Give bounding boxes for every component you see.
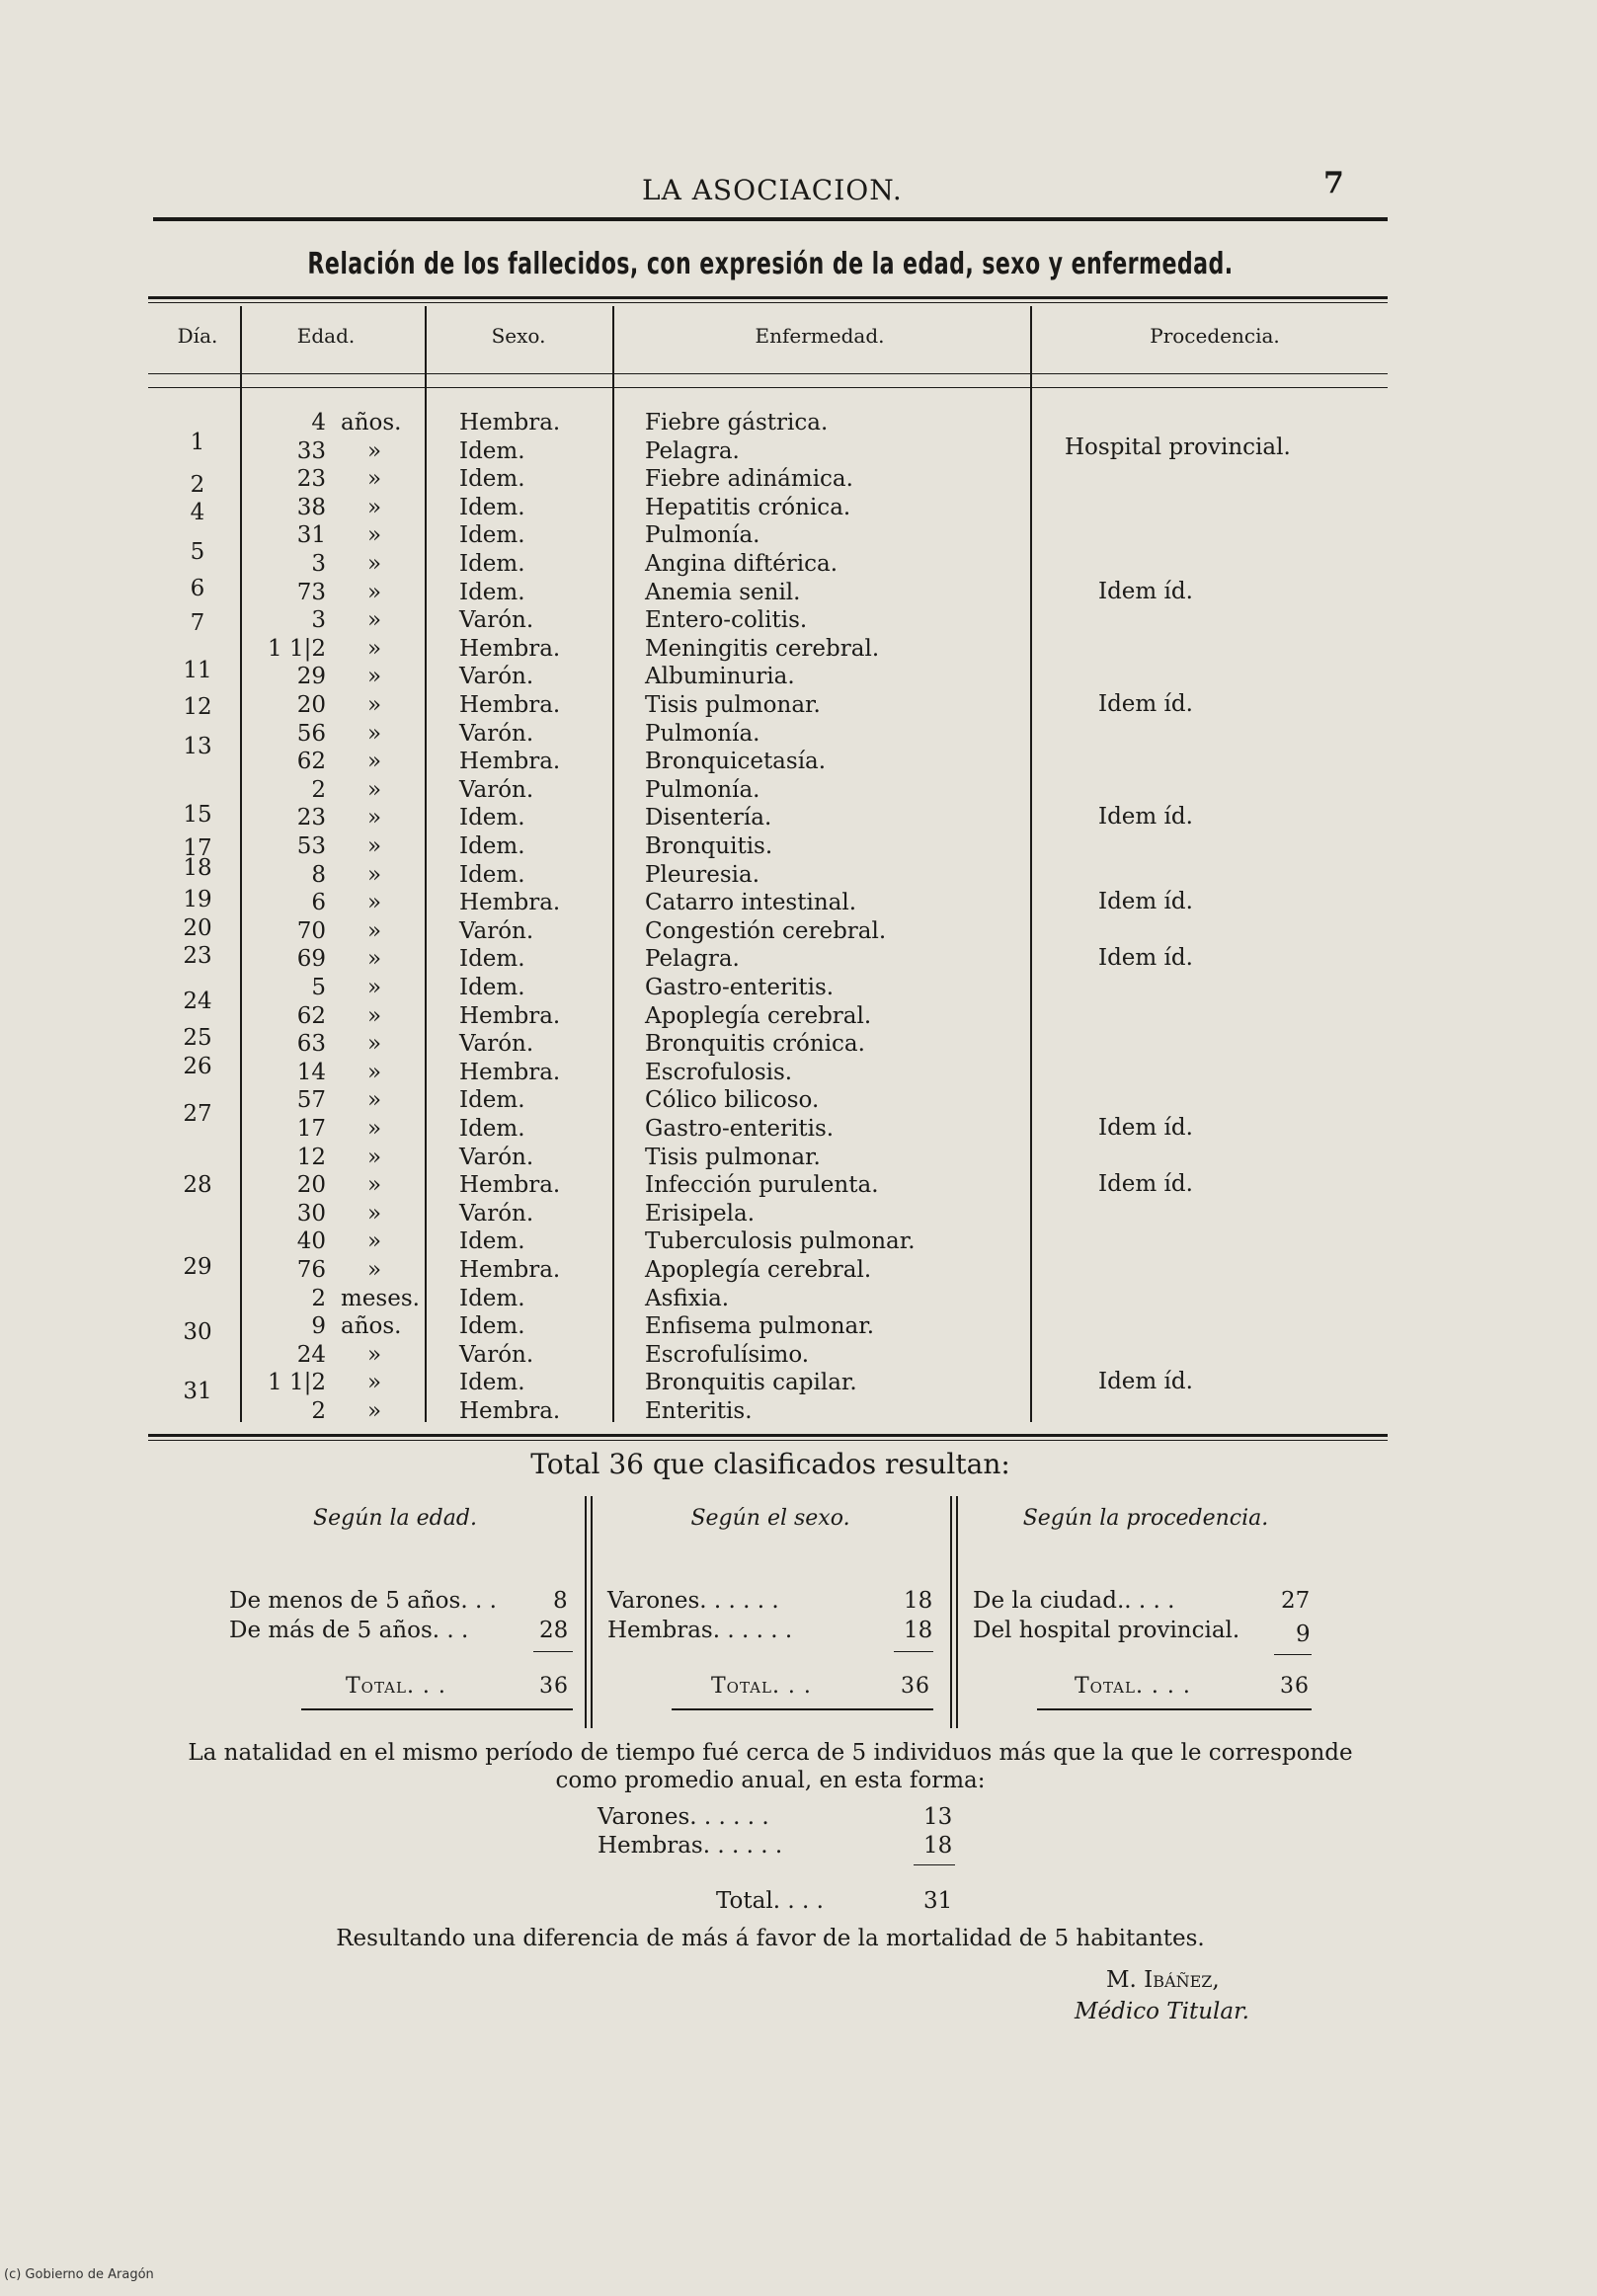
age-value: 20 xyxy=(296,692,326,718)
disease-value: Pulmonía. xyxy=(645,776,760,803)
sex-value: Varón. xyxy=(459,664,534,690)
natalidad-hembras-value: 18 xyxy=(923,1833,953,1859)
age-unit: » xyxy=(367,1228,382,1255)
age-unit: años. xyxy=(341,1313,402,1340)
age-unit: » xyxy=(367,692,382,718)
age-unit: » xyxy=(367,749,382,775)
sex-value: Idem. xyxy=(459,494,525,520)
sex-value: Hembra. xyxy=(459,1257,561,1283)
age-value: 14 xyxy=(296,1059,326,1085)
day-value: 25 xyxy=(183,1025,212,1052)
disease-value: Angina diftérica. xyxy=(645,551,838,577)
age-value: 29 xyxy=(296,664,326,690)
sex-value: Idem. xyxy=(459,1116,525,1142)
age-unit: años. xyxy=(341,410,402,435)
disease-value: Meningitis cerebral. xyxy=(645,635,880,662)
procedencia-value: Idem íd. xyxy=(1098,1369,1193,1395)
age-unit: » xyxy=(367,635,382,662)
sex-value: Hembra. xyxy=(459,1059,561,1085)
disease-value: Bronquicetasía. xyxy=(645,749,827,775)
summary-proc-row-2-label: Del hospital provincial. xyxy=(973,1618,1240,1643)
procedencia-value: Idem íd. xyxy=(1098,1115,1193,1141)
age-value: 1 1|2 xyxy=(268,635,326,662)
age-value: 69 xyxy=(296,946,326,973)
sex-value: Hembra. xyxy=(459,410,561,435)
sex-value: Varón. xyxy=(459,1144,534,1170)
running-header: LA ASOCIACION. xyxy=(642,174,903,206)
sex-value: Hembra. xyxy=(459,1398,561,1424)
age-unit: » xyxy=(367,664,382,690)
summary-proc-row-1-label: De la ciudad.. . . . xyxy=(973,1588,1175,1614)
age-unit: » xyxy=(367,607,382,634)
summary-edad-total: 36 xyxy=(539,1674,569,1699)
sex-value: Hembra. xyxy=(459,635,561,662)
age-unit: » xyxy=(367,1200,382,1227)
summary-edad-row-2-value: 28 xyxy=(539,1618,569,1643)
disease-value: Apoplegía cerebral. xyxy=(645,1002,872,1029)
column-header-sexo: Sexo. xyxy=(491,324,546,348)
table-bottom-rule xyxy=(148,1434,1388,1437)
sex-value: Hembra. xyxy=(459,1002,561,1029)
day-value: 2 xyxy=(190,471,205,498)
column-header-enfermedad: Enfermedad. xyxy=(755,324,885,348)
summary-divider-2b xyxy=(956,1496,958,1728)
table-top-rule-2 xyxy=(148,302,1388,303)
age-value: 4 xyxy=(311,410,326,435)
summary-sexo-row-1-label: Varones. . . . . . xyxy=(607,1588,779,1614)
day-value: 15 xyxy=(183,802,212,829)
signature-name: M. Ibáñez, xyxy=(1106,1967,1220,1993)
age-unit: » xyxy=(367,1031,382,1058)
summary-proc-row-2-value: 9 xyxy=(1296,1622,1311,1647)
sex-value: Hembra. xyxy=(459,890,561,916)
sex-value: Idem. xyxy=(459,861,525,888)
summary-proc-row-1-value: 27 xyxy=(1281,1588,1311,1614)
summary-edad-title: Según la edad. xyxy=(313,1506,477,1531)
age-unit: » xyxy=(367,1172,382,1199)
sex-value: Idem. xyxy=(459,437,525,464)
day-value: 31 xyxy=(183,1378,212,1404)
age-unit: meses. xyxy=(341,1285,420,1311)
disease-value: Cólico bilicoso. xyxy=(645,1087,820,1114)
age-unit: » xyxy=(367,494,382,520)
age-value: 9 xyxy=(311,1313,326,1340)
disease-value: Gastro-enteritis. xyxy=(645,975,835,1000)
summary-procedencia-title: Según la procedencia. xyxy=(1022,1506,1269,1531)
age-value: 5 xyxy=(311,975,326,1000)
disease-value: Fiebre adinámica. xyxy=(645,466,853,493)
procedencia-value: Hospital provincial. xyxy=(1065,434,1291,460)
day-value: 20 xyxy=(183,914,212,941)
age-unit: » xyxy=(367,1116,382,1142)
age-value: 62 xyxy=(296,749,326,775)
summary-sexo-row-2-value: 18 xyxy=(904,1618,933,1643)
day-value: 12 xyxy=(183,694,212,721)
procedencia-value: Idem íd. xyxy=(1098,945,1193,972)
disease-value: Enfisema pulmonar. xyxy=(645,1313,875,1340)
age-value: 38 xyxy=(296,494,326,520)
age-value: 6 xyxy=(311,890,326,916)
day-value: 29 xyxy=(183,1253,212,1280)
age-unit: » xyxy=(367,551,382,577)
day-value: 13 xyxy=(183,734,212,760)
age-unit: » xyxy=(367,1370,382,1396)
age-value: 40 xyxy=(296,1228,326,1255)
summary-sexo-title: Según el sexo. xyxy=(690,1506,850,1531)
procedencia-value: Idem íd. xyxy=(1098,889,1193,915)
age-value: 56 xyxy=(296,720,326,747)
sex-value: Idem. xyxy=(459,466,525,493)
age-unit: » xyxy=(367,522,382,549)
table-bottom-rule-2 xyxy=(148,1440,1388,1441)
column-header-procedencia: Procedencia. xyxy=(1150,324,1280,348)
disease-value: Pleuresia. xyxy=(645,861,760,888)
sex-value: Idem. xyxy=(459,579,525,605)
summary-edad-sum-rule xyxy=(533,1651,573,1652)
age-unit: » xyxy=(367,720,382,747)
disease-value: Tuberculosis pulmonar. xyxy=(645,1228,916,1255)
day-value: 19 xyxy=(183,886,212,912)
disease-value: Hepatitis crónica. xyxy=(645,494,851,520)
age-unit: » xyxy=(367,975,382,1000)
disease-value: Bronquitis crónica. xyxy=(645,1031,865,1058)
day-value: 17 xyxy=(183,835,212,862)
sex-value: Idem. xyxy=(459,946,525,973)
disease-value: Infección purulenta. xyxy=(645,1172,879,1199)
natalidad-total-label: Total. . . . xyxy=(716,1888,824,1914)
sex-value: Varón. xyxy=(459,776,534,803)
natalidad-hembras-label: Hembras. . . . . . xyxy=(598,1833,783,1859)
age-value: 3 xyxy=(311,551,326,577)
disease-value: Gastro-enteritis. xyxy=(645,1116,835,1142)
sex-value: Varón. xyxy=(459,917,534,944)
age-unit: » xyxy=(367,437,382,464)
age-value: 63 xyxy=(296,1031,326,1058)
age-unit: » xyxy=(367,946,382,973)
age-unit: » xyxy=(367,579,382,605)
disease-value: Pulmonía. xyxy=(645,522,760,549)
summary-proc-sum-rule xyxy=(1274,1654,1312,1655)
disease-value: Pelagra. xyxy=(645,946,740,973)
col-divider-sexo xyxy=(612,306,614,1422)
day-value: 26 xyxy=(183,1053,212,1079)
summary-sexo-row-1-value: 18 xyxy=(904,1588,933,1614)
sex-value: Hembra. xyxy=(459,692,561,718)
age-unit: » xyxy=(367,466,382,493)
age-value: 20 xyxy=(296,1172,326,1199)
procedencia-value: Idem íd. xyxy=(1098,1171,1193,1198)
disease-value: Catarro intestinal. xyxy=(645,890,857,916)
day-value: 6 xyxy=(190,576,205,602)
age-value: 2 xyxy=(311,776,326,803)
procedencia-value: Idem íd. xyxy=(1098,804,1193,831)
age-unit: » xyxy=(367,861,382,888)
disease-value: Bronquitis capilar. xyxy=(645,1370,857,1396)
table-top-rule xyxy=(148,296,1388,299)
sex-value: Idem. xyxy=(459,1087,525,1114)
age-unit: » xyxy=(367,1087,382,1114)
subheader-rule xyxy=(148,387,1388,388)
sex-value: Varón. xyxy=(459,720,534,747)
signature-title: Médico Titular. xyxy=(1075,1999,1249,2024)
summary-edad-total-label: Total. . . xyxy=(346,1674,446,1699)
day-value: 28 xyxy=(183,1171,212,1198)
disease-value: Pulmonía. xyxy=(645,720,760,747)
sex-value: Idem. xyxy=(459,833,525,859)
day-value: 24 xyxy=(183,988,212,1014)
summary-divider-1 xyxy=(585,1496,587,1728)
age-value: 62 xyxy=(296,1002,326,1029)
summary-divider-2 xyxy=(950,1496,952,1728)
disease-value: Albuminuria. xyxy=(645,664,795,690)
natalidad-varones-value: 13 xyxy=(923,1804,953,1830)
age-value: 1 1|2 xyxy=(268,1370,326,1396)
disease-value: Disentería. xyxy=(645,805,772,831)
disease-value: Congestión cerebral. xyxy=(645,917,887,944)
sex-value: Hembra. xyxy=(459,749,561,775)
age-unit: » xyxy=(367,890,382,916)
age-value: 30 xyxy=(296,1200,326,1227)
disease-value: Tisis pulmonar. xyxy=(645,1144,821,1170)
age-value: 76 xyxy=(296,1257,326,1283)
age-value: 23 xyxy=(296,805,326,831)
day-value: 1 xyxy=(190,429,205,455)
age-unit: » xyxy=(367,1002,382,1029)
disease-value: Apoplegía cerebral. xyxy=(645,1257,872,1283)
summary-proc-total-label: Total. . . . xyxy=(1075,1674,1191,1699)
age-value: 3 xyxy=(311,607,326,634)
age-value: 73 xyxy=(296,579,326,605)
age-value: 53 xyxy=(296,833,326,859)
summary-edad-underline xyxy=(301,1708,573,1710)
header-bottom-rule xyxy=(148,373,1388,374)
disease-value: Erisipela. xyxy=(645,1200,756,1227)
page-number: 7 xyxy=(1323,166,1344,200)
header-rule xyxy=(153,217,1388,221)
age-value: 17 xyxy=(296,1116,326,1142)
procedencia-value: Idem íd. xyxy=(1098,578,1193,604)
summary-edad-row-1-label: De menos de 5 años. . . xyxy=(229,1588,497,1614)
disease-value: Escrofulosis. xyxy=(645,1059,793,1085)
summary-proc-total: 36 xyxy=(1280,1674,1310,1699)
disease-value: Bronquitis. xyxy=(645,833,773,859)
age-value: 2 xyxy=(311,1398,326,1424)
col-divider-dia xyxy=(240,306,242,1422)
age-value: 8 xyxy=(311,861,326,888)
age-value: 12 xyxy=(296,1144,326,1170)
sex-value: Varón. xyxy=(459,1031,534,1058)
day-value: 30 xyxy=(183,1318,212,1345)
summary-sexo-total-label: Total. . . xyxy=(711,1674,812,1699)
col-divider-enfermedad xyxy=(1030,306,1032,1422)
age-value: 33 xyxy=(296,437,326,464)
age-value: 2 xyxy=(311,1285,326,1311)
sex-value: Varón. xyxy=(459,607,534,634)
disease-value: Anemia senil. xyxy=(645,579,801,605)
copyright-notice: (c) Gobierno de Aragón xyxy=(4,2267,154,2282)
natalidad-sum-rule xyxy=(914,1864,955,1865)
age-value: 57 xyxy=(296,1087,326,1114)
day-value: 11 xyxy=(183,658,212,684)
natalidad-line-2: como promedio anual, en esta forma: xyxy=(555,1768,986,1793)
sex-value: Idem. xyxy=(459,1285,525,1311)
age-unit: » xyxy=(367,1398,382,1424)
disease-value: Pelagra. xyxy=(645,437,740,464)
sex-value: Idem. xyxy=(459,551,525,577)
age-unit: » xyxy=(367,1059,382,1085)
summary-divider-1b xyxy=(591,1496,593,1728)
col-divider-edad xyxy=(425,306,427,1422)
age-unit: » xyxy=(367,1144,382,1170)
natalidad-total: 31 xyxy=(923,1888,953,1914)
disease-value: Tisis pulmonar. xyxy=(645,692,821,718)
disease-value: Escrofulísimo. xyxy=(645,1341,810,1368)
sex-value: Idem. xyxy=(459,975,525,1000)
summary-edad-row-2-label: De más de 5 años. . . xyxy=(229,1618,469,1643)
summary-proc-underline xyxy=(1037,1708,1312,1710)
natalidad-line-1: La natalidad en el mismo período de tiempo fué cerca de 5 individuos más que la que le corresponde xyxy=(188,1740,1353,1766)
natalidad-result: Resultando una diferencia de más á favor de la mortalidad de 5 habitantes. xyxy=(336,1926,1205,1951)
summary-sexo-sum-rule xyxy=(894,1651,933,1652)
age-unit: » xyxy=(367,833,382,859)
summary-sexo-row-2-label: Hembras. . . . . . xyxy=(607,1618,793,1643)
age-unit: » xyxy=(367,1341,382,1368)
summary-edad-row-1-value: 8 xyxy=(553,1588,568,1614)
table-caption: Relación de los fallecidos, con expresión de la edad, sexo y enfermedad. xyxy=(307,247,1234,281)
sex-value: Idem. xyxy=(459,1313,525,1340)
total-line: Total 36 que clasificados resultan: xyxy=(530,1448,1010,1480)
disease-value: Fiebre gástrica. xyxy=(645,410,829,435)
day-value: 5 xyxy=(190,539,205,566)
sex-value: Hembra. xyxy=(459,1172,561,1199)
sex-value: Idem. xyxy=(459,805,525,831)
column-header-edad: Edad. xyxy=(296,324,356,348)
disease-value: Entero-colitis. xyxy=(645,607,808,634)
age-unit: » xyxy=(367,776,382,803)
day-value: 27 xyxy=(183,1101,212,1128)
age-value: 31 xyxy=(296,522,326,549)
sex-value: Varón. xyxy=(459,1200,534,1227)
sex-value: Varón. xyxy=(459,1341,534,1368)
day-value: 4 xyxy=(190,500,205,526)
age-value: 70 xyxy=(296,917,326,944)
summary-sexo-underline xyxy=(672,1708,933,1710)
disease-value: Asfixia. xyxy=(645,1285,730,1311)
procedencia-value: Idem íd. xyxy=(1098,691,1193,717)
day-value: 18 xyxy=(183,855,212,882)
day-value: 7 xyxy=(190,609,205,636)
natalidad-varones-label: Varones. . . . . . xyxy=(598,1804,769,1830)
age-value: 24 xyxy=(296,1341,326,1368)
sex-value: Idem. xyxy=(459,522,525,549)
disease-value: Enteritis. xyxy=(645,1398,753,1424)
summary-sexo-total: 36 xyxy=(901,1674,930,1699)
age-unit: » xyxy=(367,917,382,944)
column-header-dia: Día. xyxy=(177,324,218,348)
age-unit: » xyxy=(367,1257,382,1283)
age-unit: » xyxy=(367,805,382,831)
day-value: 23 xyxy=(183,943,212,970)
age-value: 23 xyxy=(296,466,326,493)
sex-value: Idem. xyxy=(459,1228,525,1255)
sex-value: Idem. xyxy=(459,1370,525,1396)
